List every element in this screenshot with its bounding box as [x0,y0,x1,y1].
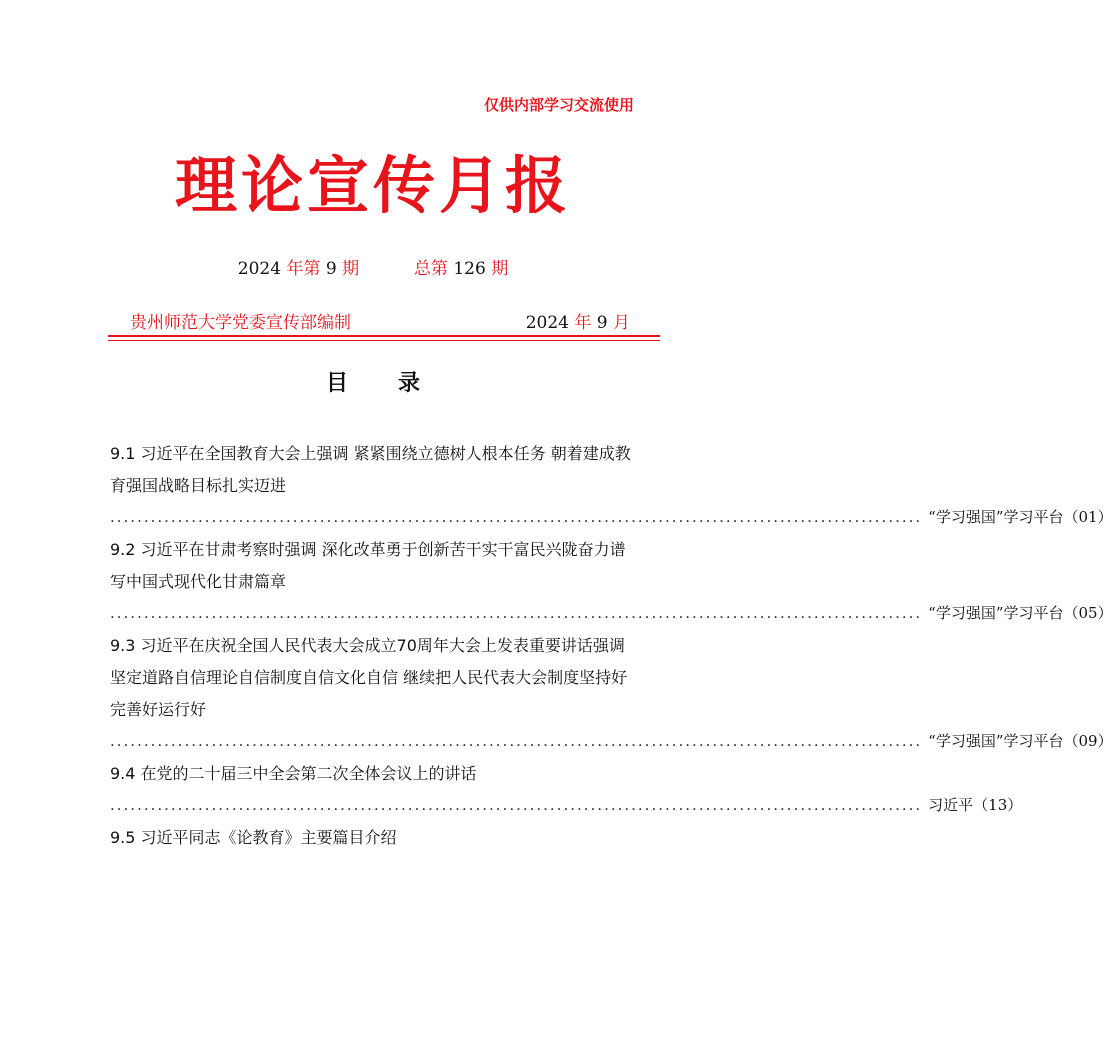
date-yue: 月 [613,313,630,333]
issue-year: 2024 [237,259,282,279]
toc-title: 目录 [325,371,470,396]
issue-number: 9 [325,259,337,279]
toc-entry-title: 9.2 习近平在甘肃考察时强调 深化改革勇于创新苦干实干富民兴陇奋力谱写中国式现代化甘肃篇章 [110,540,626,591]
date-month: 9 [596,313,608,333]
toc-entry-title: 9.4 在党的二十届三中全会第二次全体会议上的讲话 [110,764,477,783]
masthead-title: 理论宣传月报 [174,149,571,222]
toc-entry-title: 9.1 习近平在全国教育大会上强调 紧紧围绕立德树人根本任务 朝着建成教育强国战略目标扎实迈进 [110,444,631,495]
toc-leader-dots: ........................................................................................................................ [110,796,923,814]
toc-entry-source-line [110,598,1113,628]
toc-entry-source: 习近平（13） [928,796,1023,814]
toc-leader-dots: ........................................................................................................................ [110,732,923,750]
date-year: 2024 [525,313,569,333]
toc-entry-title: 9.5 习近平同志《论教育》主要篇目介绍 [110,828,397,847]
toc-entry-source-line [110,726,1113,756]
header-rule-thick [108,335,660,337]
total-qi: 期 [491,259,509,279]
header-rule-thin [108,340,660,341]
toc-leader-dots: ........................................................................................................................ [110,508,923,526]
issue-qi: 期 [342,259,360,279]
toc-leader-dots: ........................................................................................................................ [110,604,923,622]
publish-date [526,308,630,333]
toc-entry-title: 9.3 习近平在庆祝全国人民代表大会成立70周年大会上发表重要讲话强调 坚定道路自信理论自信制度自信文化自信 继续把人民代表大会制度坚持好完善好运行好 [110,636,628,719]
date-nian: 年 [574,313,592,333]
toc-entry-source: “学习强国”学习平台（05） [928,604,1113,622]
toc-entry-source-line [110,790,1023,820]
toc-entry-source: “学习强国”学习平台（09） [928,732,1113,750]
issue-nian: 年第 [286,259,321,279]
total-number: 126 [453,259,486,279]
editor-line: 贵州师范大学党委宣传部编制 [130,313,351,333]
toc-entry-source-line [110,502,1113,532]
toc-entry-source: “学习强国”学习平台（01） [928,508,1113,526]
issue-line [0,254,746,279]
internal-use-notice: 仅供内部学习交流使用 [483,96,634,114]
total-label: 总第 [413,259,448,279]
toc-list [110,438,1113,854]
